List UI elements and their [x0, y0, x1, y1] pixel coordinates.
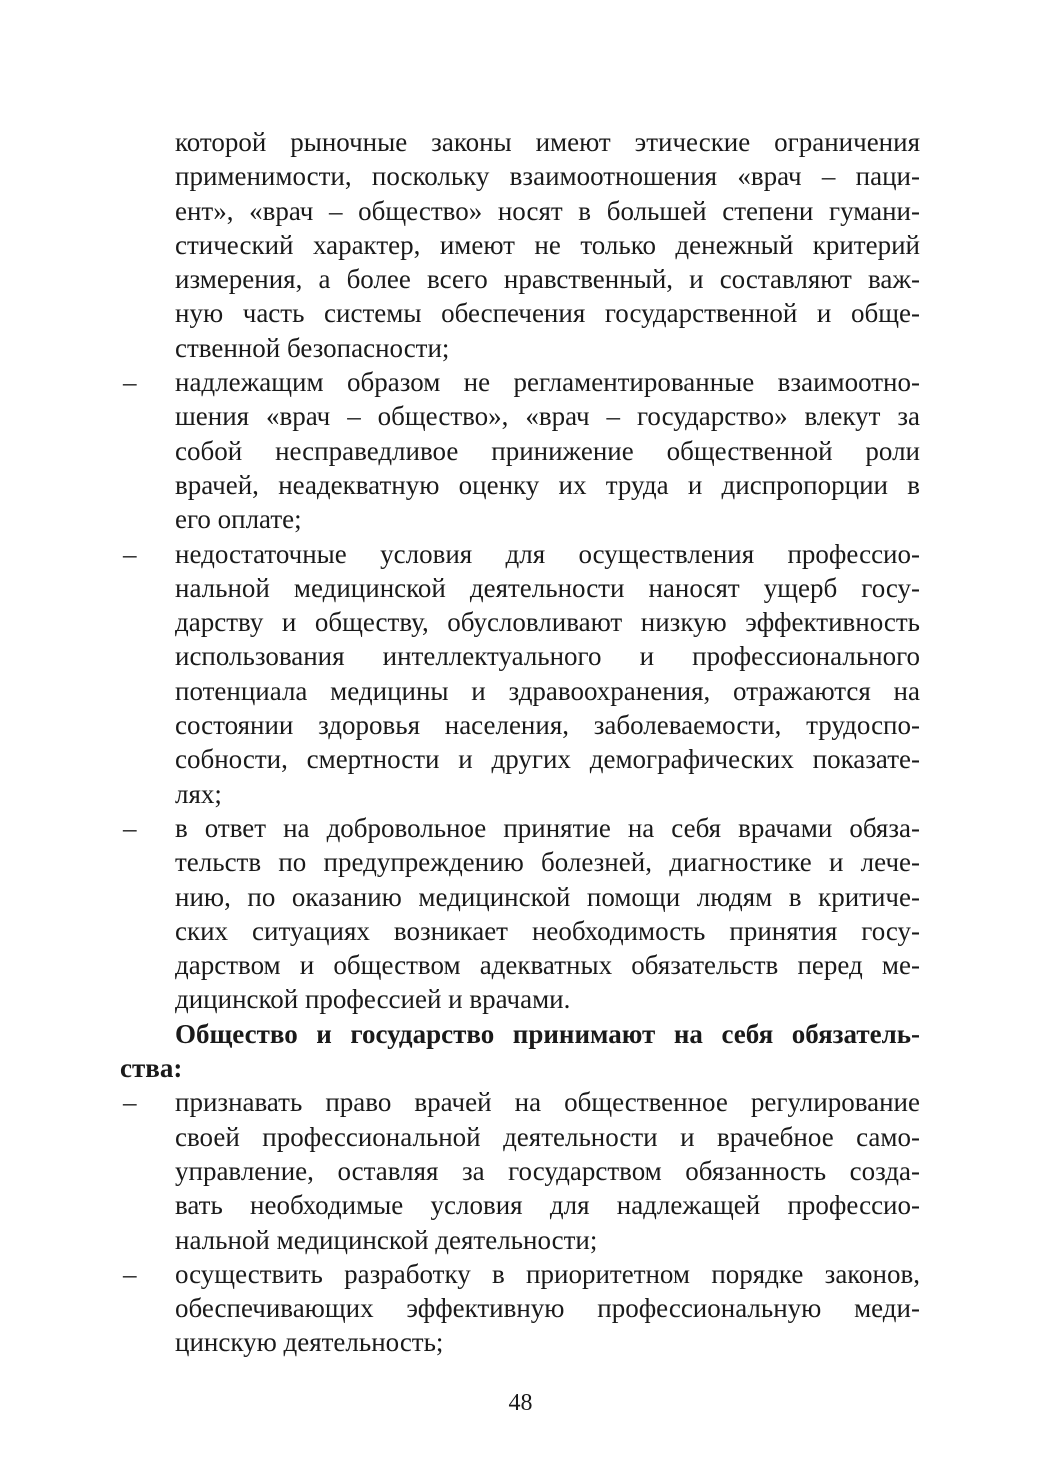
- text-line: [120, 914, 920, 948]
- line-text: которой рыночные законы имеют этические ограничения: [175, 127, 920, 157]
- text-line: [120, 1325, 920, 1359]
- text-line: [120, 605, 920, 639]
- list-dash: –: [123, 1258, 137, 1289]
- line-text: лях;: [175, 778, 222, 809]
- text-line: [120, 468, 920, 502]
- list-item-start-line: [120, 811, 920, 845]
- line-text: шения «врач – общество», «врач – государство» влекут за: [175, 401, 920, 432]
- text-line: [120, 194, 920, 228]
- text-line: [120, 708, 920, 742]
- line-text: своей профессиональной деятельности и врачебное само-: [175, 1121, 920, 1152]
- list-item-start-line: [120, 1257, 920, 1291]
- line-text: ственной безопасности;: [175, 332, 450, 363]
- line-text: осуществить разработку в приоритетном порядке законов,: [175, 1258, 920, 1289]
- line-text: дарству и обществу, обусловливают низкую эффективность: [175, 607, 920, 638]
- text-line: [120, 262, 920, 296]
- text-line: [120, 742, 920, 776]
- line-text: обеспечивающих эффективную профессиональную меди-: [175, 1293, 920, 1324]
- line-text: Общество и государство принимают на себя обязатель-: [175, 1018, 920, 1049]
- text-line: [120, 159, 920, 193]
- line-text: состоянии здоровья населения, заболеваемости, трудоспо-: [175, 710, 920, 741]
- line-text: собой несправедливое принижение общественной роли: [175, 435, 920, 466]
- line-text: потенциала медицины и здравоохранения, отражаются на: [175, 675, 920, 706]
- text-line: [120, 296, 920, 330]
- text-line: [120, 125, 920, 159]
- line-text: нальной медицинской деятельности;: [175, 1224, 598, 1255]
- line-text: ских ситуациях возникает необходимость принятия госу-: [175, 915, 920, 946]
- line-text: ную часть системы обеспечения государственной и обще-: [175, 298, 920, 329]
- line-text: цинскую деятельность;: [175, 1327, 444, 1358]
- body-text: [120, 125, 920, 1360]
- text-line: [120, 1223, 920, 1257]
- list-dash: –: [123, 538, 137, 569]
- text-line: [120, 1291, 920, 1325]
- section-heading-line: [120, 1051, 920, 1085]
- line-text: стический характер, имеют не только денежный критерий: [175, 229, 920, 260]
- line-text: нию, по оказанию медицинской помощи людям в критиче-: [175, 881, 920, 912]
- line-text: дицинской профессией и врачами.: [175, 984, 571, 1015]
- list-dash: –: [123, 1087, 137, 1118]
- line-text: управление, оставляя за государством обязанность созда-: [175, 1155, 920, 1186]
- line-text: признавать право врачей на общественное регулирование: [175, 1087, 920, 1118]
- line-text: измерения, а более всего нравственный, и составляют важ-: [175, 264, 920, 295]
- list-item-start-line: [120, 537, 920, 571]
- line-text: его оплате;: [175, 504, 302, 535]
- text-line: [120, 674, 920, 708]
- line-text: врачей, неадекватную оценку их труда и диспропорции в: [175, 469, 920, 500]
- line-text: недостаточные условия для осуществления профессио-: [175, 538, 920, 569]
- line-text: в ответ на добровольное принятие на себя врачами обяза-: [175, 812, 920, 843]
- line-text: надлежащим образом не регламентированные взаимоотно-: [175, 367, 920, 398]
- line-text: использования интеллектуального и профессионального: [175, 641, 920, 672]
- text-line: [120, 845, 920, 879]
- list-dash: –: [123, 812, 137, 843]
- list-item-start-line: [120, 1085, 920, 1119]
- text-line: [120, 1120, 920, 1154]
- line-text: ства:: [120, 1053, 183, 1084]
- line-text: ент», «врач – общество» носят в большей степени гумани-: [175, 195, 920, 226]
- text-line: [120, 228, 920, 262]
- section-heading-line: [120, 1017, 920, 1051]
- line-text: вать необходимые условия для надлежащей профессио-: [175, 1190, 920, 1221]
- text-line: [120, 399, 920, 433]
- list-item-start-line: [120, 365, 920, 399]
- line-text: нальной медицинской деятельности наносят ущерб госу-: [175, 572, 920, 603]
- text-line: [120, 777, 920, 811]
- line-text: тельств по предупреждению болезней, диагностике и лече-: [175, 847, 920, 878]
- text-line: [120, 331, 920, 365]
- line-text: применимости, поскольку взаимоотношения «врач – паци-: [175, 161, 920, 192]
- text-line: [120, 571, 920, 605]
- list-dash: –: [123, 367, 137, 398]
- text-line: [120, 639, 920, 673]
- text-line: [120, 880, 920, 914]
- text-line: [120, 982, 920, 1016]
- text-line: [120, 1154, 920, 1188]
- text-line: [120, 434, 920, 468]
- text-line: [120, 1188, 920, 1222]
- text-line: [120, 502, 920, 536]
- line-text: дарством и обществом адекватных обязательств перед ме-: [175, 950, 920, 981]
- page-number: 48: [508, 1390, 533, 1416]
- text-line: [120, 948, 920, 982]
- line-text: собности, смертности и других демографических показате-: [175, 744, 920, 775]
